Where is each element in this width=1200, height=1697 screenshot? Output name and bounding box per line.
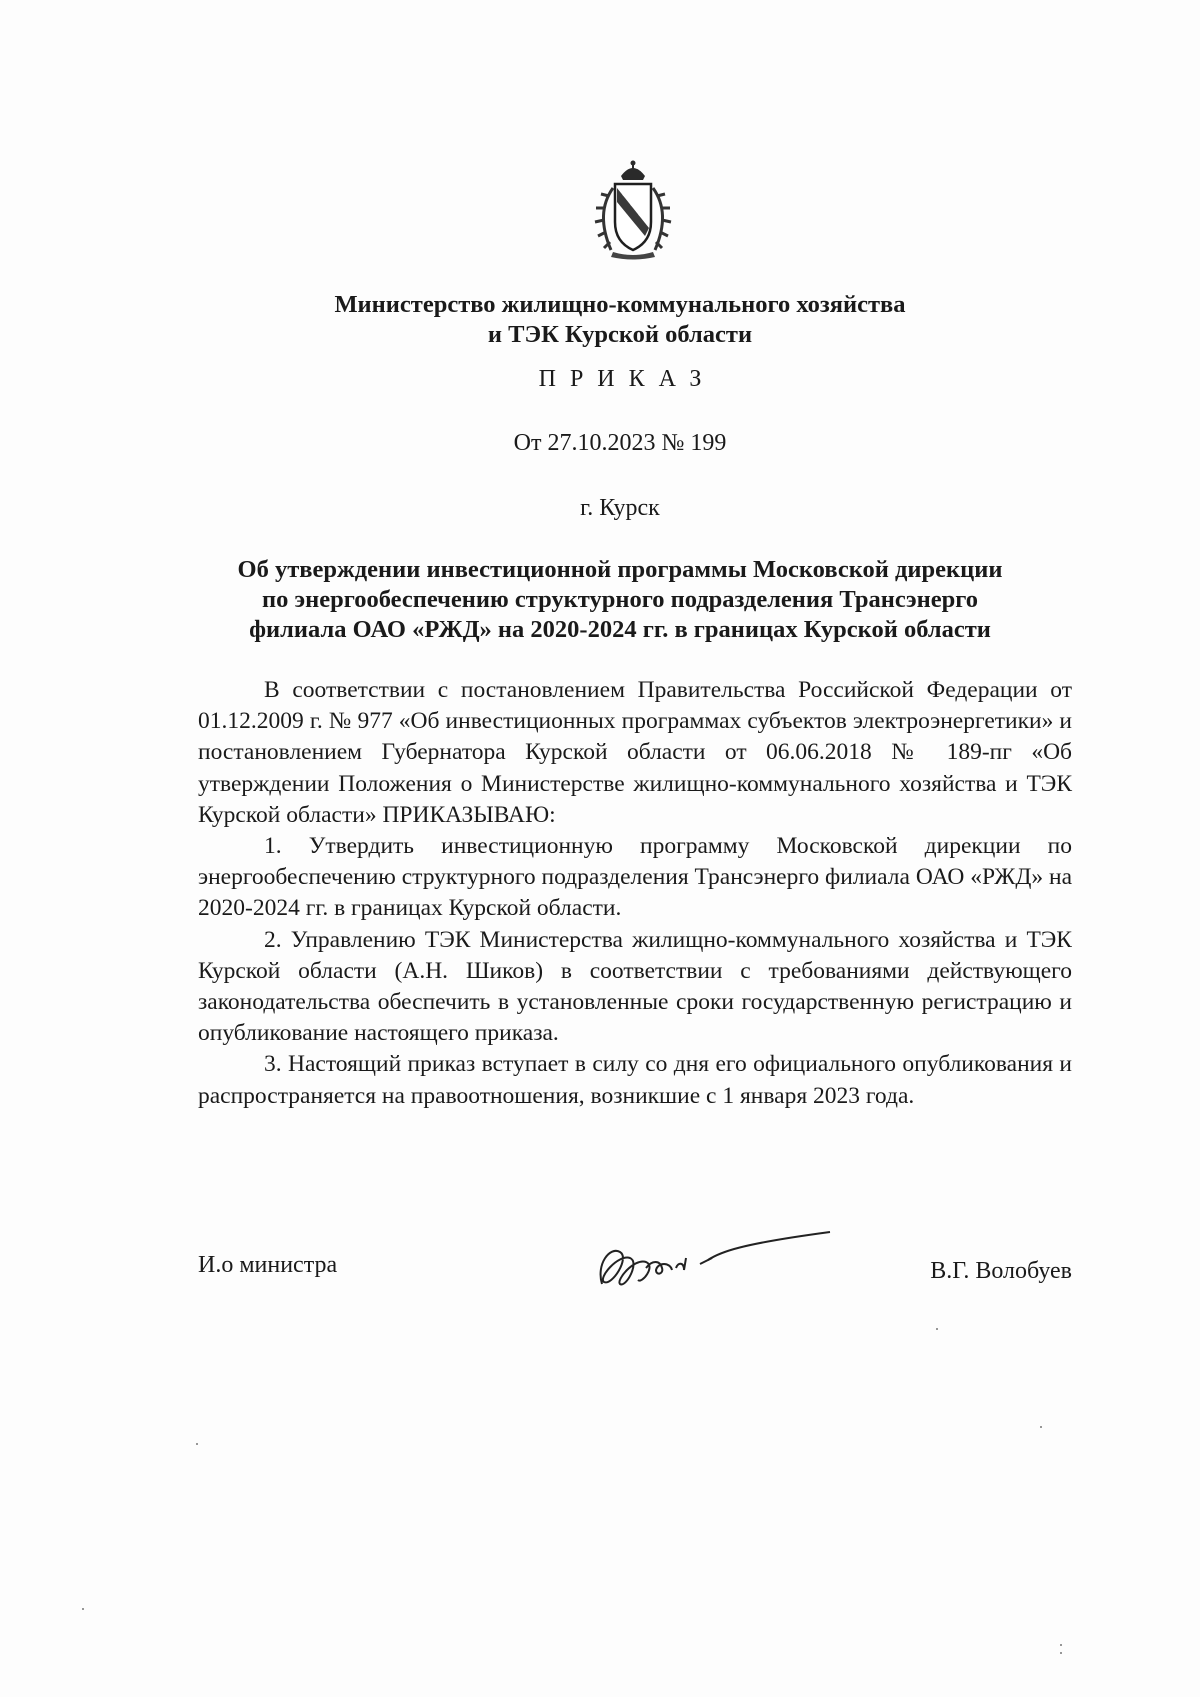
ministry-name-line2: и ТЭК Курской области: [487, 321, 753, 348]
scan-speck: [1040, 1426, 1042, 1428]
scan-speck: [1060, 1652, 1062, 1654]
scan-speck: [1060, 1644, 1062, 1646]
handwritten-signature-icon: [590, 1224, 840, 1304]
preamble-paragraph: В соответствии с постановлением Правительства Российской Федерации от 01.12.2009 г. № 977 «Об инвестиционных программах субъектов электроэнергетики» и постановлением Губернатора Курской области от 06.06.2018 № 189-пг «Об утверждении Положения о Министерстве жилищно-коммунального хозяйства и ТЭК Курской области» ПРИКАЗЫВАЮ:: [198, 677, 1072, 828]
order-date-number: От 27.10.2023 № 199: [513, 430, 727, 456]
order-subject: [198, 555, 1042, 645]
scan-speck: [196, 1443, 198, 1445]
order-title: ПРИКАЗ: [538, 366, 716, 392]
subject-line3: филиала ОАО «РЖД» на 2020-2024 гг. в границах Курской области: [249, 616, 991, 643]
order-item-2: 2. Управлению ТЭК Министерства жилищно-коммунального хозяйства и ТЭК Курской области (А.Н. Шиков) в соответствии с требованиями действующего законодательства обеспечить в установленные сроки государственную регистрацию и опубликование настоящего приказа.: [198, 926, 1072, 1047]
order-item-3: 3. Настоящий приказ вступает в силу со дня его официального опубликования и распространяется на правоотношения, возникшие с 1 января 2023 года.: [198, 1051, 1072, 1109]
order-city: г. Курск: [580, 495, 660, 521]
signatory-title: И.о министра: [198, 1252, 338, 1278]
scan-speck: [82, 1608, 84, 1610]
subject-line1: Об утверждении инвестиционной программы Московской дирекции: [237, 556, 1003, 583]
subject-line2: по энергообеспечению структурного подразделения Трансэнерго: [262, 586, 978, 613]
order-item-1: 1. Утвердить инвестиционную программу Московской дирекции по энергообеспечению структурного подразделения Трансэнерго филиала ОАО «РЖД» на 2020-2024 гг. в границах Курской области.: [198, 833, 1072, 922]
kursk-coat-of-arms-icon: [583, 158, 683, 262]
signatory-name: В.Г. Волобуев: [930, 1258, 1072, 1284]
scan-speck: [936, 1328, 938, 1330]
ministry-name-line1: Министерство жилищно-коммунального хозяйства: [334, 291, 906, 318]
order-body: [198, 675, 1072, 1112]
ministry-header: [200, 290, 1040, 350]
